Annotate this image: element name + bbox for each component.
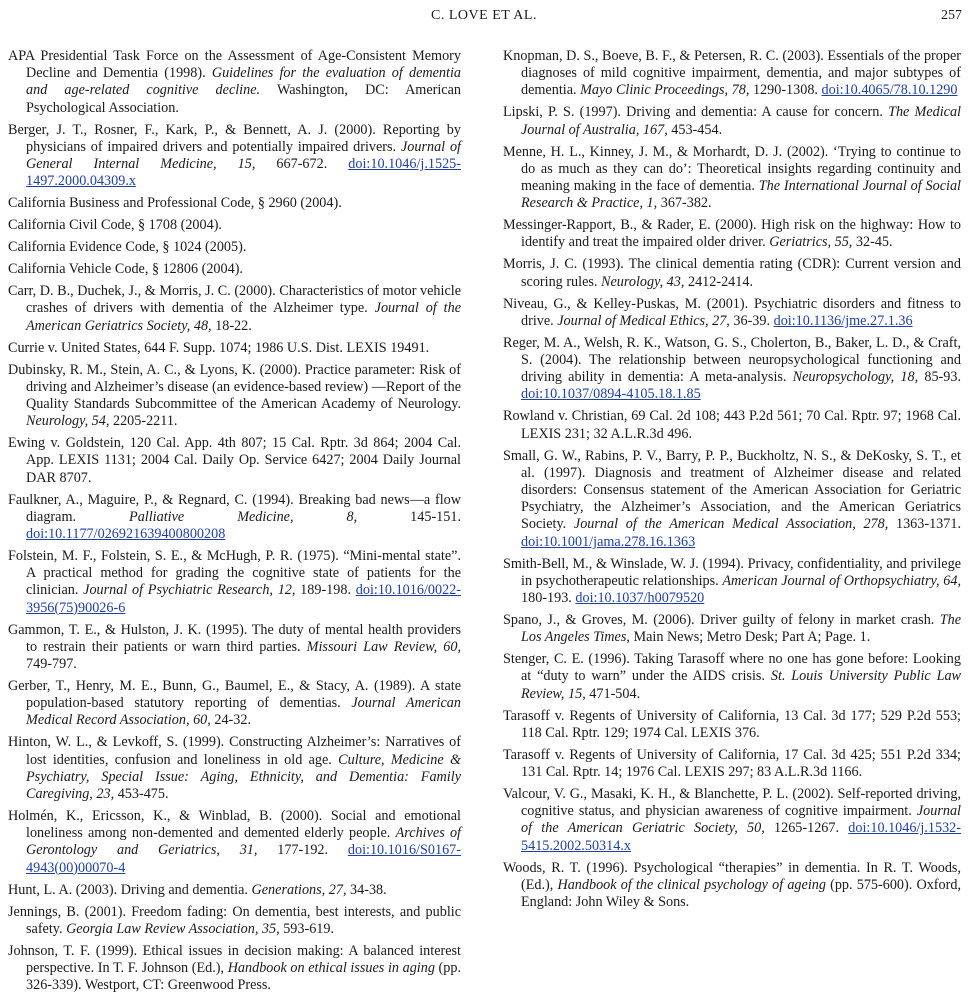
doi-link[interactable]: doi:10.1001/jama.278.16.1363 <box>521 533 696 550</box>
reference-text: Small, G. W., Rabins, P. V., Barry, P. P., Buckholtz, N. S., & DeKosky, S. T., et al. (1997). Diagnosis and treatment of Alzheimer disease and related disorders: Consensus statement of the American Association for Geriatric Psychiatry, the Alzheimer’s Association, and the American Geriatrics Society. <box>503 447 961 533</box>
reference-text: APA Presidential Task Force on the Assessment of Age-Consistent Memory Decline and Dementia (1998). <box>8 48 461 82</box>
reference-text: 18-22. <box>211 317 252 334</box>
source-title: Journal of General Internal Medicine, 15, <box>26 138 462 173</box>
reference-text: Morris, J. C. (1993). The clinical dementia rating (CDR): Current version and scoring rules. <box>503 256 961 290</box>
doi-link[interactable]: doi:10.4065/78.10.1290 <box>821 82 958 99</box>
reference-text: Messinger-Rapport, B., & Rader, E. (2000). High risk on the highway: How to identify and treat the impaired older driver. <box>503 217 961 251</box>
reference-text: Knopman, D. S., Boeve, B. F., & Petersen, R. C. (2003). Essentials of the proper diagnoses of mild cognitive impairment, dementia, and major subtypes of dementia. <box>503 48 961 99</box>
reference-entry <box>503 556 961 608</box>
reference-text: 667-672. <box>255 156 349 173</box>
reference-text: Rowland v. Christian, 69 Cal. 2d 108; 443 P.2d 561; 70 Cal. Rptr. 97; 1968 Cal. LEXIS 231; 32 A.L.R.3d 496. <box>503 408 961 442</box>
reference-entry <box>503 296 961 330</box>
reference-text: Berger, J. T., Rosner, F., Kark, P., & Bennett, A. J. (2000). Reporting by physicians of impaired drivers and potentially impaired drivers. <box>8 121 461 155</box>
reference-text: 593-619. <box>279 920 335 937</box>
reference-text: Spano, J., & Groves, M. (2006). Driver guilty of felony in market crash. <box>503 612 940 629</box>
reference-text: Hinton, W. L., & Levkoff, S. (1999). Constructing Alzheimer’s: Narratives of lost identities, confusion and loneliness in old age. <box>8 734 461 768</box>
reference-entry <box>8 217 461 234</box>
source-title: Journal of the American Geriatrics Society, 48, <box>26 300 461 334</box>
reference-entry <box>8 882 461 899</box>
reference-entry <box>503 104 961 138</box>
reference-column-left <box>8 48 461 999</box>
reference-text: (pp. 575-600). Oxford, England: John Wiley & Sons. <box>521 876 961 911</box>
reference-column-right <box>503 48 961 916</box>
reference-text: Smith-Bell, M., & Winslade, W. J. (1994). Privacy, confidentiality, and privilege in psychotherapeutic relationships. <box>503 555 961 589</box>
reference-text: Faulkner, A., Maguire, P., & Regnard, C. (1994). Breaking bad news—a flow diagram. <box>8 491 461 525</box>
reference-text: Tarasoff v. Regents of University of California, 17 Cal. 3d 425; 551 P.2d 334; 131 Cal. Rptr. 14; 1976 Cal. LEXIS 297; 83 A.L.R.3d 1166. <box>503 746 961 781</box>
reference-text: Washington, DC: American Psychological Association. <box>26 82 461 116</box>
reference-entry <box>8 492 461 544</box>
reference-text: Hunt, L. A. (2003). Driving and dementia. <box>8 881 252 898</box>
reference-text: Lipski, P. S. (1997). Driving and dementia: A cause for concern. <box>503 104 889 121</box>
source-title: The International Journal of Social Research & Practice, 1, <box>521 178 961 212</box>
doi-link[interactable]: doi:10.1016/0022-3956(75)90026-6 <box>26 582 461 616</box>
reference-text: 1290-1308. <box>749 82 822 99</box>
reference-text: Reger, M. A., Welsh, R. K., Watson, G. S., Cholerton, B., Baker, L. D., & Craft, S. (2004). The relationship between neuropsychological functioning and driving ability in dementia: A meta-analysis. <box>503 334 961 386</box>
source-title: Neurology, 43, <box>601 273 685 290</box>
source-title: Guidelines for the evaluation of dementia and age-related cognitive decline. <box>26 65 461 99</box>
reference-text: 145-151. <box>357 508 461 525</box>
source-title: Palliative Medicine, 8, <box>129 508 358 525</box>
source-title: Missouri Law Review, 60, <box>306 638 461 655</box>
reference-entry <box>8 195 461 212</box>
source-title: Generations, 27, <box>251 881 347 898</box>
reference-text: 189-198. <box>295 582 356 599</box>
source-title: The Medical Journal of Australia, 167, <box>521 104 961 138</box>
reference-text: 1363-1371. <box>888 516 961 533</box>
reference-text: (pp. 326-339). Westport, CT: Greenwood Press. <box>26 960 461 994</box>
reference-text: 180-193. <box>521 590 576 607</box>
reference-entry <box>503 786 961 855</box>
doi-link[interactable]: doi:10.1046/j.1525-1497.2000.04309.x <box>26 156 461 190</box>
page-number: 257 <box>941 8 962 23</box>
reference-text: Holmén, K., Ericsson, K., & Winblad, B. (2000). Social and emotional loneliness among non-demented and demented elderly people. <box>8 808 461 842</box>
reference-entry <box>8 943 461 995</box>
reference-entry <box>8 122 461 191</box>
reference-entry <box>503 144 961 213</box>
reference-text: 24-32. <box>210 712 252 729</box>
reference-text: 32-45. <box>852 234 893 251</box>
reference-text: 453-454. <box>667 121 723 138</box>
source-title: Journal American Medical Record Association, 60, <box>26 695 461 729</box>
reference-text: 2412-2414. <box>684 273 753 290</box>
source-title: Handbook on ethical issues in aging <box>227 960 435 977</box>
reference-entry <box>8 678 461 730</box>
reference-entry <box>503 217 961 251</box>
reference-text: 177-192. <box>257 842 348 859</box>
reference-text: Stenger, C. E. (1996). Taking Tarasoff where no one has gone before: Looking at “duty to warn” under the AIDS crisis. <box>503 651 961 685</box>
reference-text: Gammon, T. E., & Hulston, J. K. (1995). The duty of mental health providers to restrain their patients or warn third parties. <box>8 621 461 655</box>
reference-text: 34-38. <box>346 881 387 898</box>
reference-text: California Business and Professional Code, § 2960 (2004). <box>8 195 342 212</box>
source-title: Neurology, 54, <box>26 413 110 430</box>
reference-text: Johnson, T. F. (1999). Ethical issues in decision making: A balanced interest perspective. In T. F. Johnson (Ed.), <box>8 942 461 977</box>
doi-link[interactable]: doi:10.1177/026921639400800208 <box>26 526 226 543</box>
reference-entry <box>503 612 961 646</box>
reference-text: 367-382. <box>657 195 712 212</box>
reference-text: Woods, R. T. (1996). Psychological “therapies” in dementia. In R. T. Woods, (Ed.), <box>503 859 961 893</box>
reference-entry <box>8 340 461 357</box>
reference-text: California Vehicle Code, § 12806 (2004). <box>8 261 243 278</box>
reference-text: Carr, D. B., Duchek, J., & Morris, J. C. (2000). Characteristics of motor vehicle crashes of drivers with dementia of the Alzheimer type. <box>8 283 461 317</box>
source-title: Georgia Law Review Association, 35, <box>66 920 280 937</box>
doi-link[interactable]: doi:10.1046/j.1532-5415.2002.50314.x <box>521 820 961 854</box>
reference-text: 36-39. <box>729 312 774 329</box>
doi-link[interactable]: doi:10.1136/jme.27.1.36 <box>773 312 913 329</box>
reference-text: 2205-2211. <box>109 413 178 430</box>
running-title: C. LOVE ET AL. <box>431 8 537 23</box>
source-title: American Journal of Orthopsychiatry, 64, <box>722 572 961 589</box>
reference-entry <box>503 747 961 781</box>
reference-entry <box>8 622 461 674</box>
reference-entry <box>8 904 461 938</box>
reference-text: 1265-1267. <box>764 820 849 837</box>
reference-entry <box>503 860 961 912</box>
running-head <box>0 8 968 28</box>
reference-entry <box>503 651 961 703</box>
source-title: Culture, Medicine & Psychiatry, Special Issue: Aging, Ethnicity, and Dementia: Family Caregiving, 23, <box>26 751 461 803</box>
source-title: Neuropsychology, 18, <box>792 369 919 386</box>
source-title: Handbook of the clinical psychology of ageing <box>557 876 826 893</box>
reference-text: Niveau, G., & Kelley-Puskas, M. (2001). Psychiatric disorders and fitness to drive. <box>503 295 961 329</box>
source-title: Journal of the American Medical Association, 278, <box>573 516 889 533</box>
reference-entry <box>503 335 961 404</box>
source-title: Journal of the American Geriatric Society, 50, <box>521 803 961 837</box>
reference-entry <box>503 256 961 290</box>
reference-entry <box>8 362 461 431</box>
reference-text: 471-504. <box>585 685 641 702</box>
reference-text: 453-475. <box>114 786 169 803</box>
reference-text: Valcour, V. G., Masaki, K. H., & Blanchette, P. L. (2002). Self-reported driving, cognitive status, and physician awareness of cognitive impairment. <box>503 786 961 820</box>
source-title: Mayo Clinic Proceedings, 78, <box>580 82 750 99</box>
reference-entry <box>8 261 461 278</box>
reference-text: California Civil Code, § 1708 (2004). <box>8 217 222 234</box>
reference-text: Currie v. United States, 644 F. Supp. 1074; 1986 U.S. Dist. LEXIS 19491. <box>8 339 430 356</box>
source-title: Journal of Psychiatric Research, 12, <box>83 582 296 599</box>
reference-entry <box>8 808 461 877</box>
reference-text: Menne, H. L., Kinney, J. M., & Morhardt, D. J. (2002). ‘Trying to continue to do as much as they can do’: Theoretical insights regarding continuity and meaning making in the face of dementia. <box>503 143 961 195</box>
source-title: The Los Angeles Times <box>521 612 961 646</box>
reference-entry <box>503 708 961 742</box>
reference-entry <box>8 734 461 803</box>
reference-text: Folstein, M. F., Folstein, S. E., & McHugh, P. R. (1975). “Mini-mental state”. A practical method for grading the cognitive state of patients for the clinician. <box>8 548 461 599</box>
reference-entry <box>8 283 461 335</box>
reference-entry <box>8 239 461 256</box>
reference-entry <box>503 48 961 100</box>
source-title: Archives of Gerontology and Geriatrics, 31, <box>26 825 461 859</box>
reference-text: , Main News; Metro Desk; Part A; Page. 1. <box>626 629 871 646</box>
doi-link[interactable]: doi:10.1037/0894-4105.18.1.85 <box>521 386 701 403</box>
reference-entry <box>503 408 961 442</box>
source-title: Journal of Medical Ethics, 27, <box>557 312 730 329</box>
reference-text: Jennings, B. (2001). Freedom fading: On dementia, best interests, and public safety. <box>8 903 461 937</box>
reference-entry <box>8 48 461 117</box>
reference-text: 85-93. <box>918 369 961 386</box>
source-title: Geriatrics, 55, <box>769 234 853 251</box>
reference-entry <box>8 548 461 617</box>
reference-text: Dubinsky, R. M., Stein, A. C., & Lyons, K. (2000). Practice parameter: Risk of driving and Alzheimer’s disease (an evidence-based review) —Report of the Quality Standards Subcommittee of the American Academy of Neurology. <box>8 361 461 413</box>
reference-text: Gerber, T., Henry, M. E., Bunn, G., Baumel, E., & Stacy, A. (1989). A state population-based statutory reporting of dementias. <box>8 678 461 712</box>
reference-text: 749-797. <box>26 656 77 673</box>
doi-link[interactable]: doi:10.1037/h0079520 <box>575 590 705 607</box>
reference-text: California Evidence Code, § 1024 (2005). <box>8 239 247 256</box>
reference-entry <box>503 448 961 551</box>
reference-text: Tarasoff v. Regents of University of California, 13 Cal. 3d 177; 529 P.2d 553; 118 Cal. Rptr. 129; 1974 Cal. LEXIS 376. <box>503 707 961 741</box>
reference-entry <box>8 435 461 487</box>
doi-link[interactable]: doi:10.1016/S0167-4943(00)00070-4 <box>26 842 461 876</box>
reference-text: Ewing v. Goldstein, 120 Cal. App. 4th 807; 15 Cal. Rptr. 3d 864; 2004 Cal. App. LEXIS 1131; 2004 Cal. Daily Op. Service 6427; 2004 Daily Journal DAR 8707. <box>8 435 461 486</box>
source-title: St. Louis University Public Law Review, 15, <box>521 668 962 702</box>
